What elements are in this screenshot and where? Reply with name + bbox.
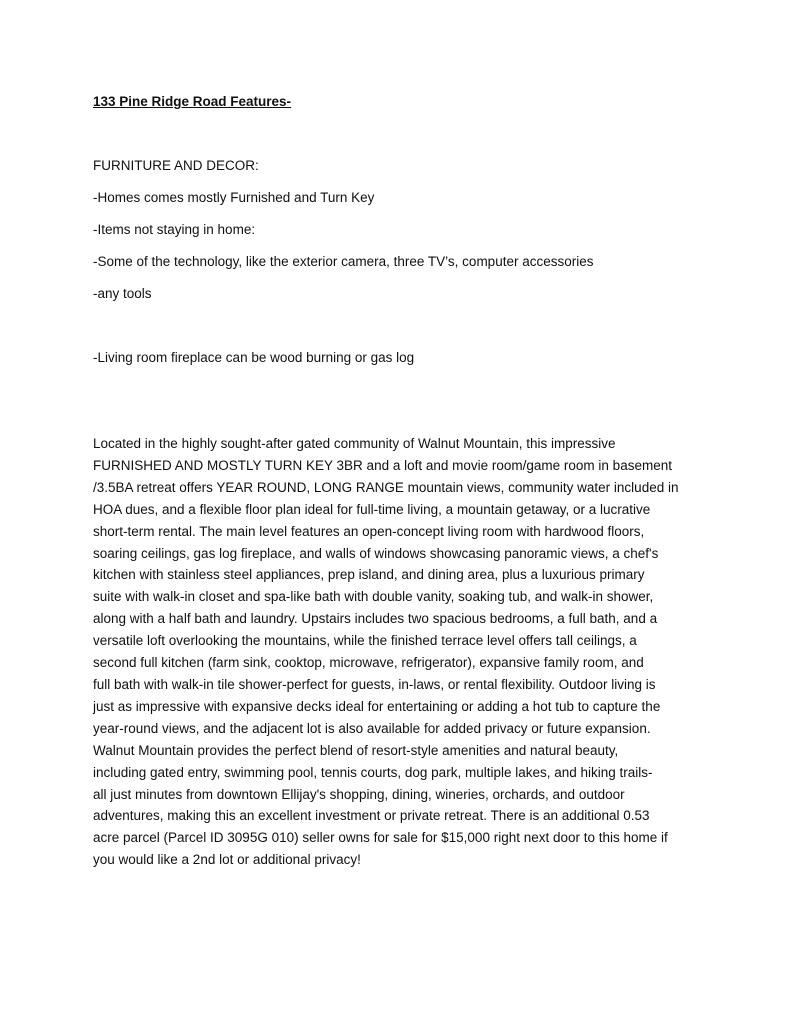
description-line: including gated entry, swimming pool, tennis courts, dog park, multiple lakes, and hiking trails- xyxy=(93,764,653,780)
description-line: short-term rental. The main level features an open-concept living room with hardwood floors, xyxy=(93,523,645,539)
fireplace-note: -Living room fireplace can be wood burning or gas log xyxy=(93,350,415,365)
description-line: just as impressive with expansive decks ideal for entertaining or adding a hot tub to capture the xyxy=(93,698,661,714)
feature-item: -Items not staying in home: xyxy=(93,222,256,237)
description-line: full bath with walk-in tile shower-perfect for guests, in-laws, or rental flexibility. Outdoor living is xyxy=(93,676,656,692)
document-title: 133 Pine Ridge Road Features- xyxy=(93,94,292,109)
description-line: acre parcel (Parcel ID 3095G 010) seller owns for sale for $15,000 right next door to this home if xyxy=(93,830,668,846)
description-line: year-round views, and the adjacent lot is also available for added privacy or future expansion. xyxy=(93,720,651,736)
description-line: Located in the highly sought-after gated community of Walnut Mountain, this impressive xyxy=(93,436,616,451)
description-line: you would like a 2nd lot or additional privacy! xyxy=(93,852,361,868)
description-line: FURNISHED AND MOSTLY TURN KEY 3BR and a loft and movie room/game room in basement xyxy=(93,457,672,473)
section-heading-furniture: FURNITURE AND DECOR: xyxy=(93,158,259,173)
document-content xyxy=(93,92,705,871)
description-line: kitchen with stainless steel appliances, prep island, and dining area, plus a luxurious primary xyxy=(93,567,645,583)
feature-item: -Homes comes mostly Furnished and Turn Key xyxy=(93,190,375,205)
description-line: adventures, making this an excellent investment or private retreat. There is an additional 0.53 xyxy=(93,808,650,824)
property-description xyxy=(93,433,705,871)
description-line: HOA dues, and a flexible floor plan ideal for full-time living, a mountain getaway, or a lucrative xyxy=(93,501,651,517)
description-line: /3.5BA retreat offers YEAR ROUND, LONG RANGE mountain views, community water included in xyxy=(93,479,679,495)
description-line: all just minutes from downtown Ellijay's shopping, dining, wineries, orchards, and outdoor xyxy=(93,786,625,802)
feature-item: -Some of the technology, like the exterior camera, three TV’s, computer accessories xyxy=(93,254,594,269)
description-line: second full kitchen (farm sink, cooktop, microwave, refrigerator), expansive family room, and xyxy=(93,655,644,671)
description-line: Walnut Mountain provides the perfect blend of resort-style amenities and natural beauty, xyxy=(93,742,619,758)
feature-item: -any tools xyxy=(93,286,152,301)
description-line: suite with walk-in closet and spa-like bath with double vanity, soaking tub, and walk-in shower, xyxy=(93,589,654,605)
description-line: soaring ceilings, gas log fireplace, and walls of windows showcasing panoramic views, a chef's xyxy=(93,545,659,561)
description-line: versatile loft overlooking the mountains, while the finished terrace level offers tall ceilings, a xyxy=(93,633,637,649)
description-line: along with a half bath and laundry. Upstairs includes two spacious bedrooms, a full bath, and a xyxy=(93,611,658,627)
